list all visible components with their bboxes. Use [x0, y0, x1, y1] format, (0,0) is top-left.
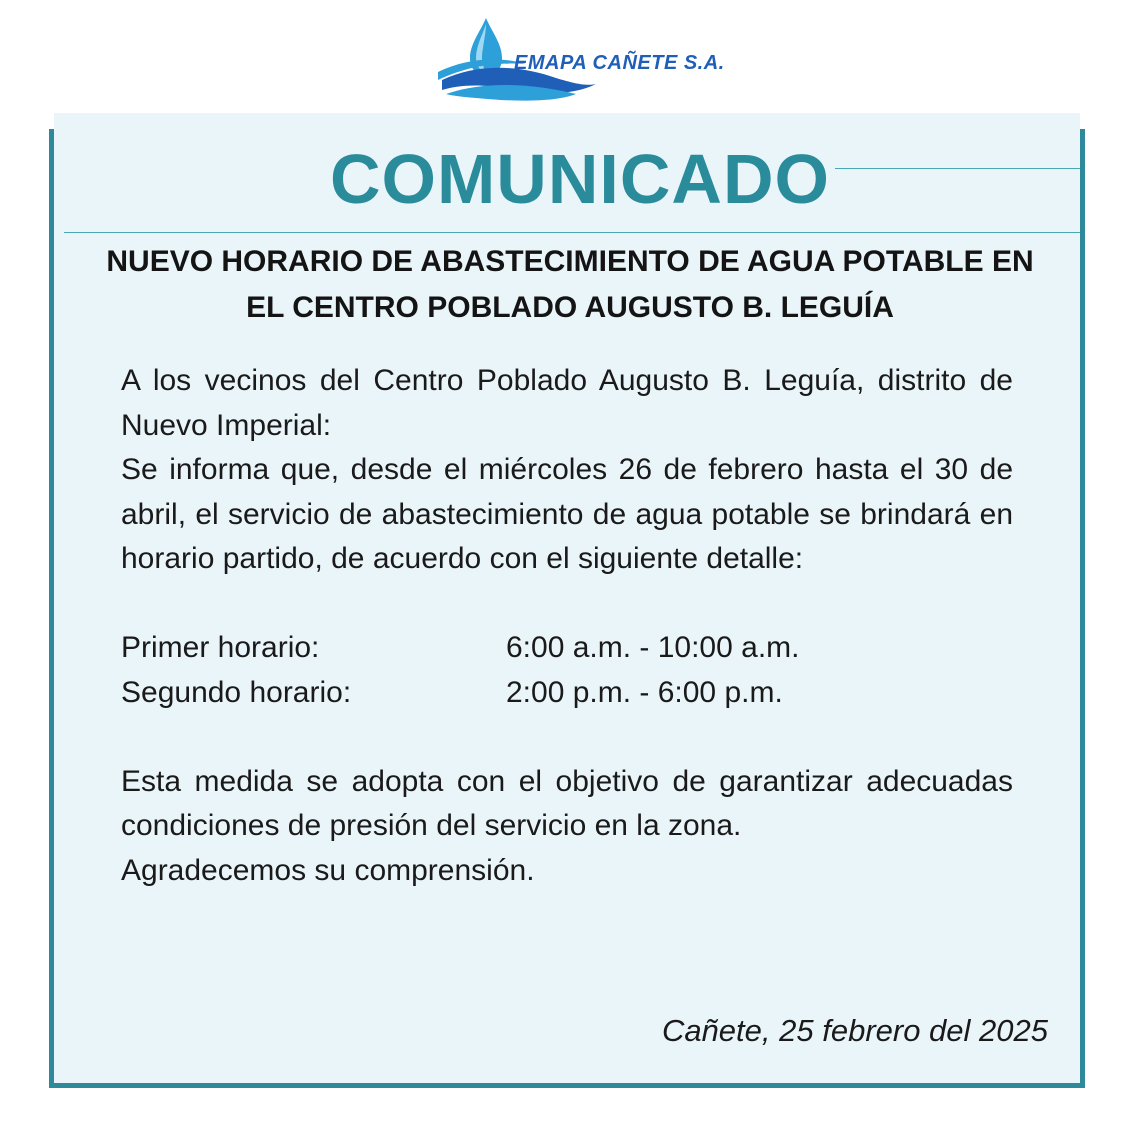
schedule-row-second [121, 671, 1013, 716]
title-divider-right [835, 168, 1080, 169]
info-paragraph: Se informa que, desde el miércoles 26 de febrero hasta el 30 de abril, el servicio de abastecimiento de agua potable se brindará en horario partido, de acuerdo con el siguiente detalle: [121, 453, 1013, 575]
greeting-paragraph: A los vecinos del Centro Poblado Augusto B. Leguía, distrito de Nuevo Imperial: [121, 364, 1013, 442]
notice-title: COMUNICADO [330, 140, 830, 218]
thanks-line: Agradecemos su comprensión. [121, 853, 535, 887]
subtitle-line-2: EL CENTRO POBLADO AUGUSTO B. LEGUÍA [246, 291, 894, 324]
title-divider-full [64, 232, 1080, 233]
logo-company-name: EMAPA CAÑETE S.A. [514, 52, 725, 74]
schedule-row-first [121, 626, 1013, 671]
notice-card [49, 113, 1085, 1088]
schedule-label: Segundo horario: [121, 675, 352, 709]
schedule-time: 6:00 a.m. - 10:00 a.m. [506, 631, 800, 664]
notice-body [121, 359, 1013, 893]
subtitle-line-1: NUEVO HORARIO DE ABASTECIMIENTO DE AGUA POTABLE EN [106, 245, 1034, 278]
notice-subtitle [74, 239, 1066, 331]
closing-paragraph: Esta medida se adopta con el objetivo de garantizar adecuadas condiciones de presión del servicio en la zona. [121, 764, 1013, 842]
company-logo [436, 14, 725, 102]
schedule-label: Primer horario: [121, 631, 320, 664]
notice-date: Cañete, 25 febrero del 2025 [661, 1013, 1048, 1048]
schedule-time: 2:00 p.m. - 6:00 p.m. [506, 675, 783, 709]
